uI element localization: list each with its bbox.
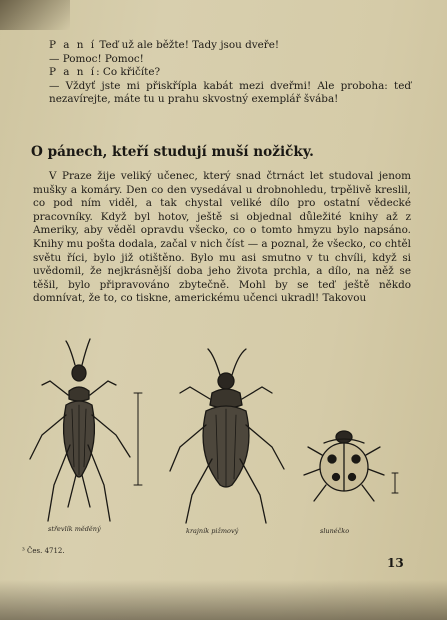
dialog-text: Teď už ale běžte! Tady jsou dveře! xyxy=(96,39,280,51)
beetle-figure-svg xyxy=(20,335,420,545)
body-paragraph xyxy=(33,170,411,306)
dialog-block xyxy=(49,39,411,107)
page-shadow xyxy=(0,0,70,30)
footnote: ³ Čes. 4712. xyxy=(22,547,65,555)
speaker-name: P a n í xyxy=(49,39,97,51)
caption-ground-beetle: střevlík měděný xyxy=(48,525,101,533)
musk-beetle-drawing xyxy=(170,349,284,523)
caption-ladybird: slunéčko xyxy=(320,527,350,535)
dialog-line: — Vždyť jste mi přiskřípla kabát mezi dveřmi! Ale proboha: teď nezavírejte, máte tu u prahu skvostný exemplář švába! xyxy=(49,79,411,106)
page-number: 13 xyxy=(387,556,404,570)
dialog-line xyxy=(49,39,411,53)
section-heading: O pánech, kteří studují muší nožičky. xyxy=(31,144,314,160)
beetle-illustrations xyxy=(20,335,420,545)
ground-beetle-drawing xyxy=(30,339,142,521)
paragraph-text: V Praze žije veliký učenec, který snad čtrnáct let studoval jenom mušky a komáry. Den co den vysedával u drobnohledu, trpělivě kreslil, co pod ním viděl, a tak chystal veliké dílo pro ostatní vědecké pracovníky. Když byl hotov, ještě si objednal důležité knihy až z Ameriky, aby věděl opravdu všecko, co o tomto hmyzu bylo napsáno. Knihy mu pošta dodala, začal v nich číst — a poznal, že všecko, co chtěl světu říci, bylo již otištěno. Bylo mu asi smutno v tu chvíli, když si uvědomil, že nejkrásnější doba jeho života prchla, a dílo, na něž se těšil, bylo připravováno zbytečně. Mohl by se teď ještě někdo domnívat, že to, co tiskne, americkému učenci ukradl! Takovou xyxy=(33,170,411,305)
bottom-shadow xyxy=(0,580,447,620)
ladybird-drawing xyxy=(304,431,398,501)
caption-musk-beetle: krajník pižmový xyxy=(186,527,239,535)
dialog-line: — Pomoc! Pomoc! xyxy=(49,52,144,65)
dialog-line xyxy=(49,66,411,80)
dialog-text: : Co křičíte? xyxy=(96,66,161,79)
speaker-name: P a n í xyxy=(49,66,97,79)
